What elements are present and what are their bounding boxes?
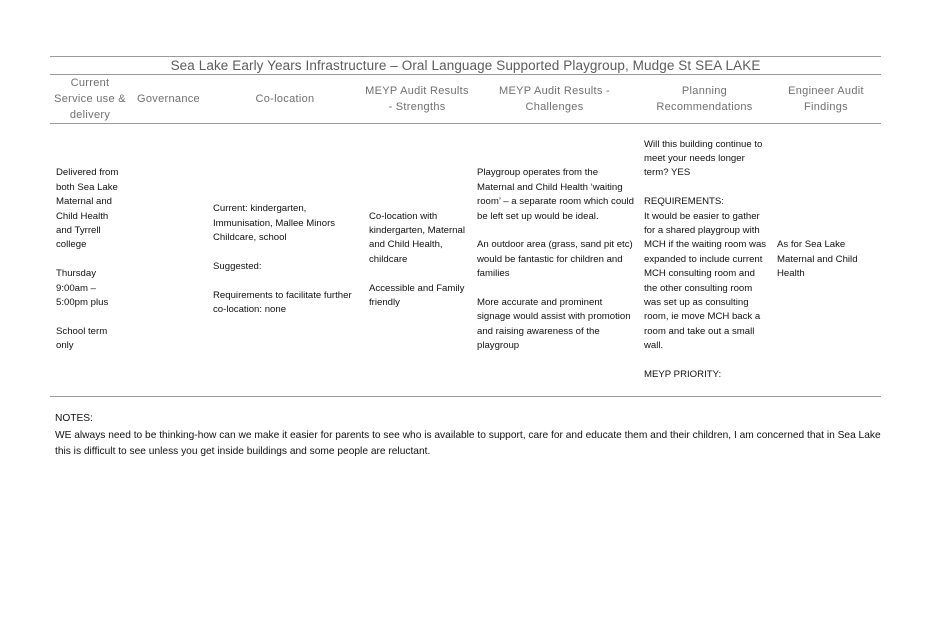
cell-planning [638, 124, 771, 397]
challenges-outdoor-text: An outdoor area (grass, sand pit etc) would be fantastic for children and families [477, 239, 633, 280]
planning-requirements-text: It would be easier to gather for a shared playgroup with MCH if the waiting room was expanded to include current MCH consulting room and the other consulting room was set up as consulting room, ie move MCH back a room and take out a small wall. [644, 210, 767, 352]
table-row [50, 124, 881, 397]
service-delivery-text: Delivered from both Sea Lake Maternal and Child Health and Tyrrell college [56, 167, 119, 251]
cell-service [50, 124, 130, 397]
notes-label: NOTES: [55, 413, 93, 424]
challenges-signage-text: More accurate and prominent signage would assist with promotion and raising awareness of the playgroup [477, 297, 631, 352]
header-engineer: Engineer Audit Findings [771, 75, 881, 124]
strengths-colocation-text: Co-location with kindergarten, Maternal and Child Health, childcare [369, 210, 465, 265]
service-term-text: School term only [56, 325, 108, 352]
colocation-suggested-text: Suggested: [213, 261, 262, 272]
service-hours-text: Thursday 9:00am – 5:00pm plus [56, 268, 109, 309]
cell-strengths [363, 124, 471, 397]
strengths-accessible-text: Accessible and Family friendly [369, 282, 465, 308]
colocation-current-text: Current: kindergarten, Immunisation, Mallee Minors Childcare, school [213, 203, 336, 244]
header-challenges: MEYP Audit Results - Challenges [471, 75, 638, 124]
colocation-requirements-text: Requirements to facilitate further co-location: none [213, 289, 352, 316]
table-header-row [50, 75, 881, 124]
notes-section [55, 411, 885, 461]
header-colocation: Co-location [207, 75, 363, 124]
infrastructure-table [50, 75, 881, 397]
document-page [50, 56, 881, 397]
cell-colocation [207, 124, 363, 397]
challenges-room-text: Playgroup operates from the Maternal and Child Health ‘waiting room’ – a separate room which could be left set up would be ideal. [477, 167, 634, 222]
cell-challenges [471, 124, 638, 397]
planning-priority-text: MEYP PRIORITY: [644, 369, 722, 381]
table-title: Sea Lake Early Years Infrastructure – Oral Language Supported Playgroup, Mudge St SEA LAKE [50, 56, 881, 75]
notes-text: WE always need to be thinking-how can we make it easier for parents to see who is available to support, care for and educate them and their children, I am concerned that in Sea Lake this is difficult to see unless you get inside buildings and some people are reluctant. [55, 429, 881, 458]
header-governance: Governance [130, 75, 207, 124]
planning-requirements-label: REQUIREMENTS: [644, 196, 724, 208]
header-service: Current Service use & delivery [50, 75, 130, 124]
header-strengths: MEYP Audit Results - Strengths [363, 75, 471, 124]
planning-requirements [644, 195, 767, 353]
header-planning: Planning Recommendations [638, 75, 771, 124]
planning-question-text: Will this building continue to meet your needs longer term? YES [644, 138, 763, 179]
cell-engineer: As for Sea Lake Maternal and Child Health [771, 124, 881, 397]
cell-governance [130, 124, 207, 397]
